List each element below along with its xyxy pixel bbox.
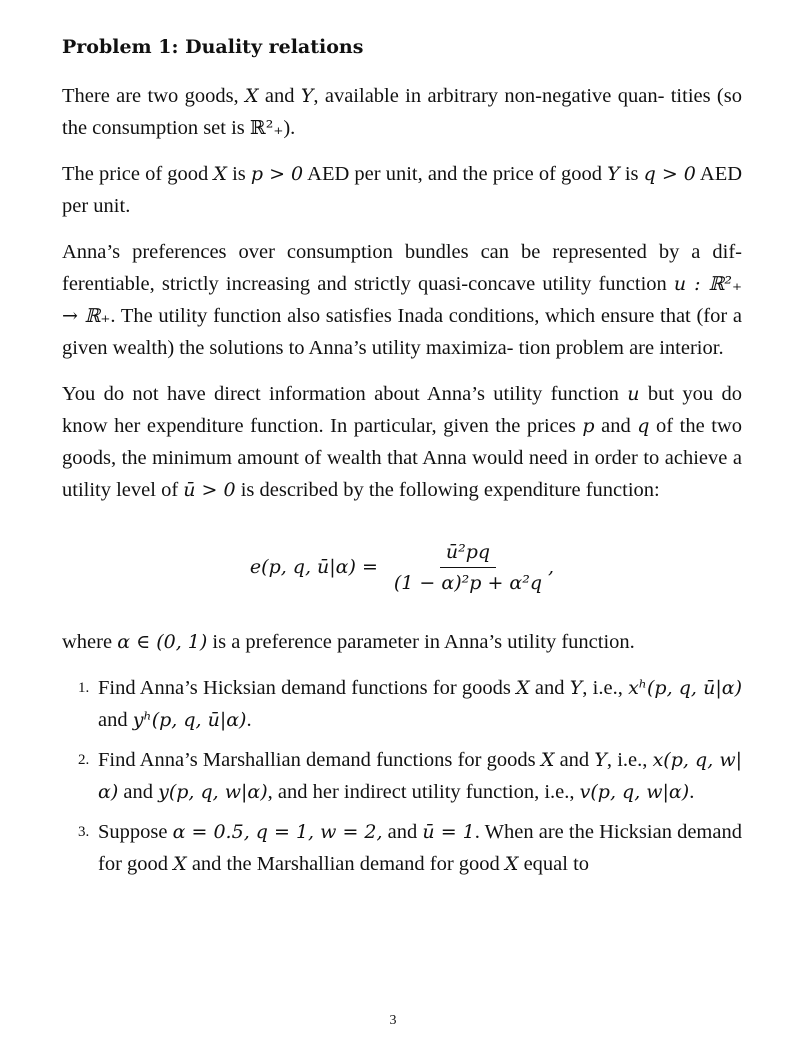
paragraph-expenditure: You do not have direct information about Anna’s utility function u but you do know her expenditure function. In particular, given the prices p and q of the two goods, the minimum amount of wealth that Anna would need in order to achieve a utility level of ū > 0 is described by the following expenditure function: <box>62 383 743 501</box>
math-utility-map: u : ℝ²₊ → ℝ₊ <box>62 273 742 327</box>
formula-numerator: ū²pq <box>440 541 496 568</box>
formula-denominator: (1 − α)²p + α²q <box>393 571 543 594</box>
math-p-positive: p > 0 <box>250 163 304 185</box>
math-Y: Y <box>300 85 314 107</box>
math-consumption-set: ℝ²₊ <box>249 117 284 139</box>
math-X: X <box>245 85 259 107</box>
formula-lhs: e(p, q, ū|α) = <box>249 556 378 578</box>
list-item: 3. Suppose α = 0.5, q = 1, w = 2, and ū = 1. When are the Hicksian demand for good X and the Marshallian demand for good X equal to <box>78 821 742 875</box>
math-q-positive: q > 0 <box>643 163 696 185</box>
math-alpha-range: α ∈ (0, 1) <box>117 631 208 653</box>
page-number: 3 <box>389 1013 397 1028</box>
paragraph-prices: The price of good X is p > 0 AED per unit, and the price of good Y is q > 0 AED per unit. <box>62 163 743 217</box>
paragraph-alpha: where α ∈ (0, 1) is a preference parameter in Anna’s utility function. <box>62 631 635 653</box>
question-list <box>62 672 742 880</box>
list-item: 2. Find Anna’s Marshallian demand functions for goods X and Y, i.e., x(p, q, w|α) and y(p, q, w|α), and her indirect utility function, i.e., v(p, q, w|α). <box>78 749 742 803</box>
paragraph-goods: There are two goods, X and Y, available in arbitrary non-negative quan- tities (so the consumption set is ℝ²₊). <box>62 85 742 139</box>
page-content <box>62 30 742 888</box>
expenditure-formula: e(p, q, ū|α) = $\frac{\text{ū²pq}}{\text{(1 − α)²p + α²q}}$ , <box>249 540 555 594</box>
math-ubar-positive: ū > 0 <box>183 479 236 501</box>
problem-title: Problem 1: Duality relations <box>62 36 364 58</box>
list-item: 1. Find Anna’s Hicksian demand functions for goods X and Y, i.e., xʰ(p, q, ū|α) and yʰ(p, q, ū|α). <box>78 677 742 731</box>
formula-fraction <box>388 541 548 594</box>
paragraph-preferences: Anna’s preferences over consumption bundles can be represented by a dif- ferentiable, strictly increasing and strictly quasi-concave utility function u : ℝ²₊ → ℝ₊. The utility function also satisfies Inada conditions, which ensure that (for a given wealth) the solutions to Anna’s utility maximiza- tion problem are interior. <box>62 241 742 359</box>
